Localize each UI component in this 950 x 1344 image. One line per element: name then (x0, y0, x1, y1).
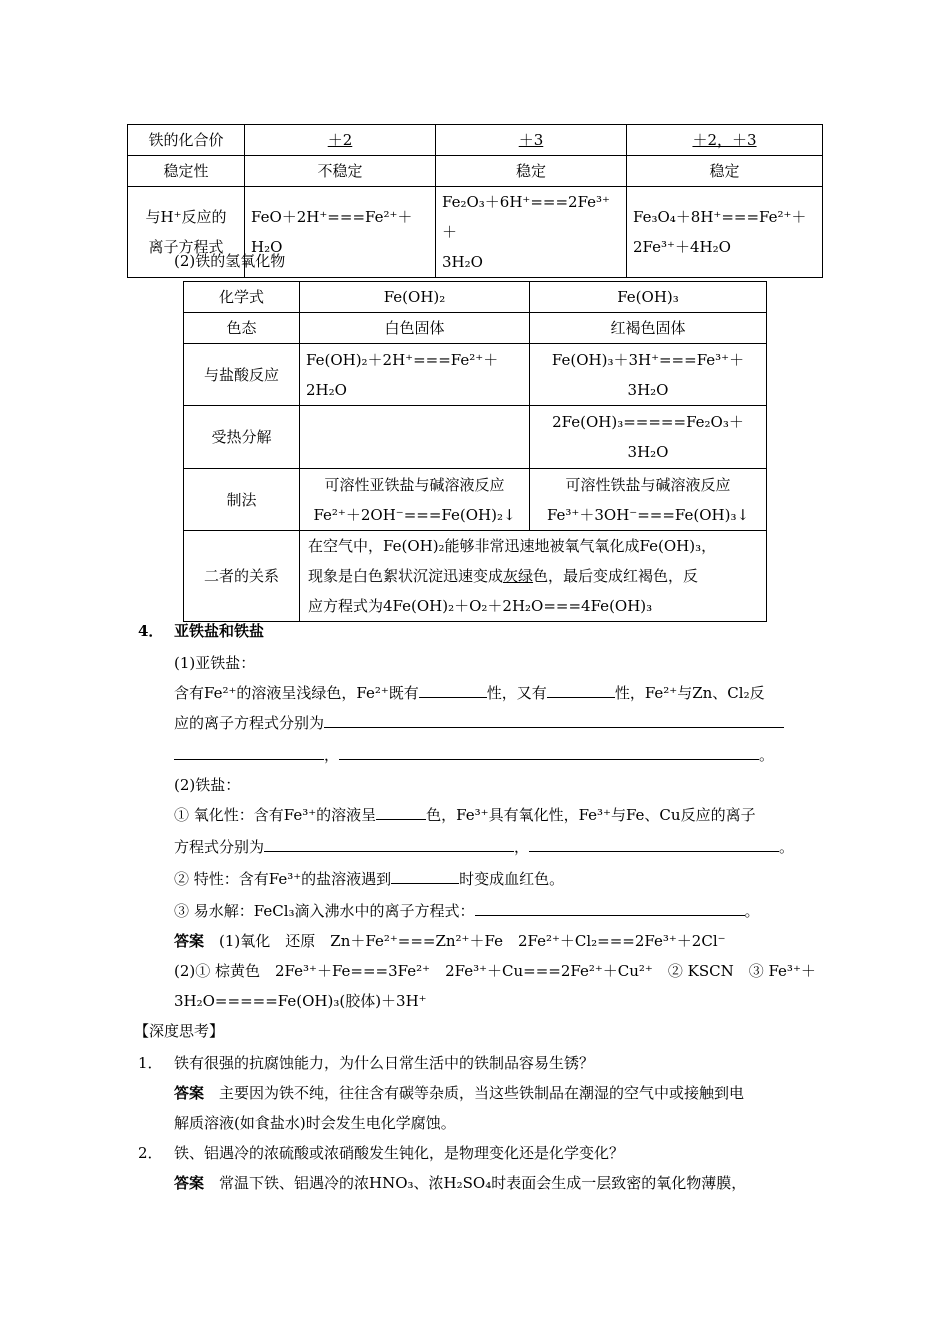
row-label: 制法 (184, 469, 300, 531)
answer-line: (2)① 棕黄色 2Fe³⁺＋Fe===3Fe²⁺ 2Fe³⁺＋Cu===2Fe²⁺＋Cu²⁺ ② KSCN ③ Fe³⁺＋ (174, 962, 816, 980)
row-label: 受热分解 (184, 406, 300, 469)
paragraph: 方程式分别为 ， 。 (174, 832, 794, 862)
paragraph: 应的离子方程式分别为 (174, 708, 784, 738)
table-cell: 可溶性铁盐与碱溶液反应 Fe³⁺＋3OH⁻===Fe(OH)₃↓ (530, 469, 767, 531)
answer-line: 答案 主要因为铁不纯，往往含有碳等杂质，当这些铁制品在潮湿的空气中或接触到电 (174, 1084, 745, 1102)
table-cell: 稳定 (627, 156, 823, 187)
header-cell: Fe(OH)₃ (530, 282, 767, 313)
row-label: 色态 (184, 313, 300, 344)
header-cell: Fe(OH)₂ (300, 282, 530, 313)
header-cell (245, 125, 436, 156)
paragraph: ③ 易水解：FeCl₃滴入沸水中的离子方程式： 。 (174, 896, 760, 926)
question: 2． 铁、铝遇冷的浓硫酸或浓硝酸发生钝化，是物理变化还是化学变化？ (138, 1144, 625, 1162)
answer-blank[interactable] (391, 865, 459, 884)
answer-blank[interactable] (264, 833, 514, 852)
answer-line: 答案 常温下铁、铝遇冷的浓HNO₃、浓H₂SO₄时表面会生成一层致密的氧化物薄膜， (174, 1174, 747, 1192)
paragraph: ② 特性：含有Fe³⁺的盐溶液遇到 时变成血红色。 (174, 864, 564, 894)
answer-line: 答案 (1)氧化 还原 Zn＋Fe²⁺===Zn²⁺＋Fe 2Fe²⁺＋Cl₂===2Fe³⁺＋2Cl⁻ (174, 932, 726, 950)
answer-blank[interactable] (339, 741, 759, 760)
answer-label: 答案 (174, 932, 205, 950)
header-cell: 化学式 (184, 282, 300, 313)
table-cell: Fe(OH)₂＋2H⁺===Fe²⁺＋ 2H₂O (300, 344, 530, 406)
answer-blank[interactable] (376, 801, 426, 820)
table-cell (300, 406, 530, 469)
table-cell: 红褐色固体 (530, 313, 767, 344)
header-cell (436, 125, 627, 156)
answer-line: 解质溶液(如食盐水)时会发生电化学腐蚀。 (174, 1114, 456, 1132)
iron-hydroxide-table (183, 281, 767, 622)
answer-line: 3H₂O=====Fe(OH)₃(胶体)＋3H⁺ (174, 992, 427, 1010)
valence-2: ＋2 (327, 131, 353, 149)
answer-blank[interactable] (419, 679, 487, 698)
row-label: 二者的关系 (184, 531, 300, 622)
table-cell: 稳定 (436, 156, 627, 187)
table-cell: 不稳定 (245, 156, 436, 187)
valence-23: ＋2，＋3 (692, 131, 757, 149)
answer-label: 答案 (174, 1174, 205, 1192)
section-heading: (2)铁的氢氧化物 (174, 252, 286, 270)
deep-thinking-heading: 【深度思考】 (134, 1022, 225, 1040)
header-cell (627, 125, 823, 156)
paragraph: ， 。 (174, 740, 774, 770)
table-cell: 在空气中，Fe(OH)₂能够非常迅速地被氧气氧化成Fe(OH)₃， 现象是白色絮状沉淀迅速变成灰绿色，最后变成红褐色，反 应方程式为4Fe(OH)₂＋O₂＋2H₂O===4Fe(OH)₃ (300, 531, 767, 622)
paragraph: (1)亚铁盐： (174, 654, 256, 672)
answer-label: 答案 (174, 1084, 205, 1102)
answer-blank[interactable] (475, 897, 745, 916)
row-label: 与盐酸反应 (184, 344, 300, 406)
row-label: 稳定性 (128, 156, 245, 187)
valence-3: ＋3 (518, 131, 544, 149)
answer-blank[interactable] (324, 709, 784, 728)
answer-blank[interactable] (547, 679, 615, 698)
row-label: 与H⁺反应的 离子方程式 (128, 187, 245, 278)
table-cell: 可溶性亚铁盐与碱溶液反应 Fe²⁺＋2OH⁻===Fe(OH)₂↓ (300, 469, 530, 531)
table-cell: FeO＋2H⁺===Fe²⁺＋ H₂O (245, 187, 436, 278)
answer-blank[interactable] (529, 833, 779, 852)
table-cell: Fe₂O₃＋6H⁺===2Fe³⁺＋ 3H₂O (436, 187, 627, 278)
answer-blank[interactable] (174, 741, 324, 760)
question: 1． 铁有很强的抗腐蚀能力，为什么日常生活中的铁制品容易生锈？ (138, 1054, 595, 1072)
table-cell: Fe(OH)₃＋3H⁺===Fe³⁺＋3H₂O (530, 344, 767, 406)
table-cell: Fe₃O₄＋8H⁺===Fe²⁺＋ 2Fe³⁺＋4H₂O (627, 187, 823, 278)
header-cell: 铁的化合价 (128, 125, 245, 156)
paragraph: (2)铁盐： (174, 776, 241, 794)
table-cell: 白色固体 (300, 313, 530, 344)
paragraph: ① 氧化性：含有Fe³⁺的溶液呈 色，Fe³⁺具有氧化性，Fe³⁺与Fe、Cu反应的离子 (174, 800, 756, 830)
table-cell: 2Fe(OH)₃=====Fe₂O₃＋ 3H₂O (530, 406, 767, 469)
paragraph: 含有Fe²⁺的溶液呈浅绿色，Fe²⁺既有 性，又有 性，Fe²⁺与Zn、Cl₂反 (174, 678, 765, 708)
section-4-heading: 4． 亚铁盐和铁盐 (138, 622, 265, 640)
